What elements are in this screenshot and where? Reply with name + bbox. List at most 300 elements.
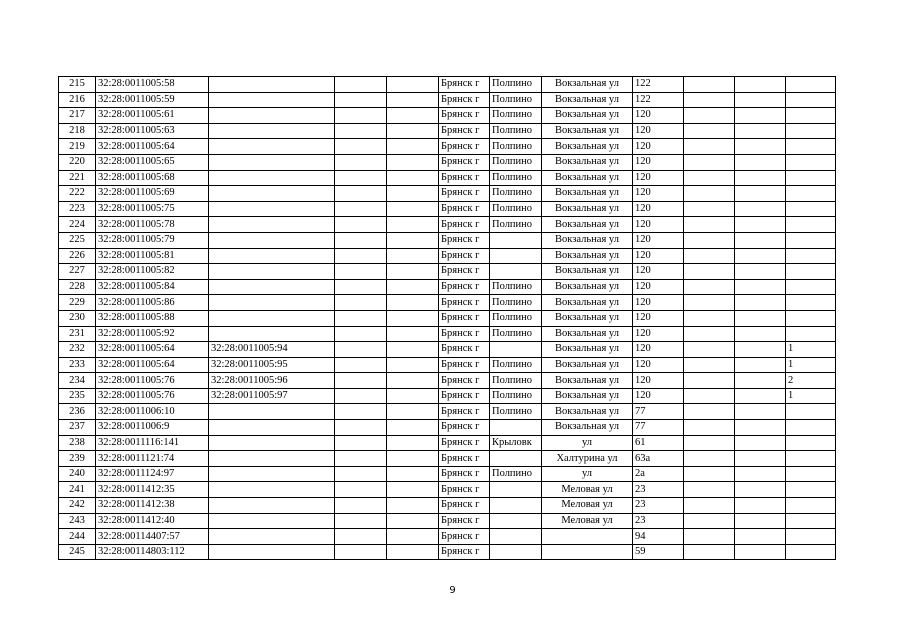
- cell-street: Вокзальная ул: [542, 248, 633, 264]
- cell-city: Брянск г: [439, 123, 490, 139]
- cell-city: Брянск г: [439, 248, 490, 264]
- cell-col-5: [387, 529, 439, 545]
- cell-cadastral-number: 32:28:00114803:112: [96, 544, 209, 560]
- cell-street: Вокзальная ул: [542, 232, 633, 248]
- table-row: [59, 466, 836, 482]
- cell-cadastral-number: 32:28:0011005:76: [96, 388, 209, 404]
- cell-locality: [490, 529, 542, 545]
- cell-cadastral-number: 32:28:00114407:57: [96, 529, 209, 545]
- cell-house-number: 120: [633, 342, 684, 358]
- cell-linked-cadastral-number: [209, 92, 335, 108]
- cell-col-5: [387, 373, 439, 389]
- cell-count: [786, 435, 836, 451]
- cell-col-11: [735, 92, 786, 108]
- cell-house-number: 120: [633, 310, 684, 326]
- cell-street: [542, 544, 633, 560]
- cell-linked-cadastral-number: [209, 186, 335, 202]
- cell-col-11: [735, 466, 786, 482]
- cell-col-4: [335, 232, 387, 248]
- cell-col-4: [335, 295, 387, 311]
- cell-linked-cadastral-number: [209, 154, 335, 170]
- cell-locality: [490, 544, 542, 560]
- cell-count: [786, 466, 836, 482]
- cell-col-11: [735, 154, 786, 170]
- cell-count: 1: [786, 388, 836, 404]
- cell-house-number: 120: [633, 170, 684, 186]
- cell-row-number: 219: [59, 139, 96, 155]
- cell-count: 1: [786, 342, 836, 358]
- cell-cadastral-number: 32:28:0011005:86: [96, 295, 209, 311]
- cell-col-5: [387, 92, 439, 108]
- cell-city: Брянск г: [439, 342, 490, 358]
- cell-count: [786, 232, 836, 248]
- cell-row-number: 238: [59, 435, 96, 451]
- cell-col-4: [335, 139, 387, 155]
- cell-street: Вокзальная ул: [542, 295, 633, 311]
- cell-col-10: [684, 466, 735, 482]
- cell-cadastral-number: 32:28:0011005:58: [96, 77, 209, 93]
- table-row: [59, 310, 836, 326]
- cell-house-number: 77: [633, 420, 684, 436]
- cell-house-number: 120: [633, 357, 684, 373]
- cell-locality: Полпино: [490, 77, 542, 93]
- cell-city: Брянск г: [439, 420, 490, 436]
- cell-linked-cadastral-number: [209, 544, 335, 560]
- cell-count: 2: [786, 373, 836, 389]
- cell-col-4: [335, 357, 387, 373]
- table-row: [59, 388, 836, 404]
- cell-col-10: [684, 186, 735, 202]
- table-row: [59, 77, 836, 93]
- cell-linked-cadastral-number: [209, 529, 335, 545]
- cell-street: Вокзальная ул: [542, 139, 633, 155]
- table-row: [59, 232, 836, 248]
- cell-linked-cadastral-number: [209, 77, 335, 93]
- cell-city: Брянск г: [439, 295, 490, 311]
- cell-locality: [490, 482, 542, 498]
- cell-locality: Полпино: [490, 108, 542, 124]
- cell-col-10: [684, 154, 735, 170]
- registry-table: [58, 76, 836, 560]
- cell-city: Брянск г: [439, 388, 490, 404]
- cell-col-11: [735, 404, 786, 420]
- cell-col-5: [387, 77, 439, 93]
- cell-linked-cadastral-number: [209, 310, 335, 326]
- cell-house-number: 122: [633, 92, 684, 108]
- cell-count: [786, 529, 836, 545]
- cell-street: [542, 529, 633, 545]
- cell-city: Брянск г: [439, 217, 490, 233]
- cell-house-number: 77: [633, 404, 684, 420]
- cell-col-4: [335, 513, 387, 529]
- cell-house-number: 94: [633, 529, 684, 545]
- cell-locality: Полпино: [490, 123, 542, 139]
- cell-col-5: [387, 186, 439, 202]
- cell-street: Вокзальная ул: [542, 388, 633, 404]
- cell-col-10: [684, 279, 735, 295]
- cell-col-4: [335, 170, 387, 186]
- cell-house-number: 120: [633, 264, 684, 280]
- cell-row-number: 241: [59, 482, 96, 498]
- cell-col-11: [735, 451, 786, 467]
- cell-locality: Полпино: [490, 92, 542, 108]
- cell-col-11: [735, 108, 786, 124]
- cell-row-number: 244: [59, 529, 96, 545]
- cell-locality: [490, 248, 542, 264]
- table-row: [59, 451, 836, 467]
- cell-col-4: [335, 373, 387, 389]
- cell-count: [786, 92, 836, 108]
- cell-row-number: 243: [59, 513, 96, 529]
- cell-count: [786, 513, 836, 529]
- cell-count: 1: [786, 357, 836, 373]
- cell-col-11: [735, 139, 786, 155]
- cell-col-10: [684, 170, 735, 186]
- cell-city: Брянск г: [439, 466, 490, 482]
- cell-street: Вокзальная ул: [542, 279, 633, 295]
- cell-city: Брянск г: [439, 326, 490, 342]
- cell-col-4: [335, 123, 387, 139]
- cell-street: Вокзальная ул: [542, 123, 633, 139]
- cell-col-10: [684, 217, 735, 233]
- cell-street: Вокзальная ул: [542, 310, 633, 326]
- cell-street: Вокзальная ул: [542, 108, 633, 124]
- cell-col-11: [735, 186, 786, 202]
- cell-linked-cadastral-number: [209, 201, 335, 217]
- cell-col-10: [684, 77, 735, 93]
- cell-city: Брянск г: [439, 373, 490, 389]
- cell-cadastral-number: 32:28:0011005:92: [96, 326, 209, 342]
- cell-row-number: 236: [59, 404, 96, 420]
- cell-linked-cadastral-number: [209, 482, 335, 498]
- table-row: [59, 186, 836, 202]
- cell-col-11: [735, 544, 786, 560]
- cell-street: Меловая ул: [542, 498, 633, 514]
- cell-city: Брянск г: [439, 186, 490, 202]
- cell-count: [786, 123, 836, 139]
- cell-col-5: [387, 201, 439, 217]
- cell-row-number: 233: [59, 357, 96, 373]
- cell-locality: Полпино: [490, 466, 542, 482]
- cell-locality: Полпино: [490, 154, 542, 170]
- cell-cadastral-number: 32:28:0011005:84: [96, 279, 209, 295]
- table-row: [59, 295, 836, 311]
- cell-col-4: [335, 529, 387, 545]
- cell-city: Брянск г: [439, 482, 490, 498]
- cell-linked-cadastral-number: [209, 170, 335, 186]
- cell-locality: [490, 498, 542, 514]
- cell-row-number: 224: [59, 217, 96, 233]
- cell-city: Брянск г: [439, 279, 490, 295]
- cell-col-10: [684, 108, 735, 124]
- cell-house-number: 120: [633, 108, 684, 124]
- cell-count: [786, 217, 836, 233]
- cell-count: [786, 186, 836, 202]
- cell-col-11: [735, 248, 786, 264]
- cell-house-number: 120: [633, 279, 684, 295]
- cell-col-4: [335, 201, 387, 217]
- table-row: [59, 513, 836, 529]
- cell-count: [786, 498, 836, 514]
- cell-col-10: [684, 357, 735, 373]
- cell-locality: Полпино: [490, 279, 542, 295]
- table-row: [59, 279, 836, 295]
- cell-row-number: 237: [59, 420, 96, 436]
- cell-city: Брянск г: [439, 544, 490, 560]
- cell-row-number: 220: [59, 154, 96, 170]
- cell-city: Брянск г: [439, 310, 490, 326]
- cell-city: Брянск г: [439, 201, 490, 217]
- cell-col-5: [387, 342, 439, 358]
- cell-col-4: [335, 77, 387, 93]
- cell-house-number: 120: [633, 186, 684, 202]
- cell-col-5: [387, 295, 439, 311]
- table-row: [59, 123, 836, 139]
- cell-cadastral-number: 32:28:0011005:63: [96, 123, 209, 139]
- cell-col-5: [387, 326, 439, 342]
- cell-col-10: [684, 232, 735, 248]
- cell-linked-cadastral-number: 32:28:0011005:94: [209, 342, 335, 358]
- cell-col-11: [735, 498, 786, 514]
- cell-locality: [490, 420, 542, 436]
- cell-row-number: 227: [59, 264, 96, 280]
- cell-col-10: [684, 373, 735, 389]
- cell-row-number: 234: [59, 373, 96, 389]
- cell-house-number: 63а: [633, 451, 684, 467]
- cell-count: [786, 404, 836, 420]
- cell-col-5: [387, 404, 439, 420]
- cell-row-number: 216: [59, 92, 96, 108]
- cell-col-10: [684, 388, 735, 404]
- cell-locality: [490, 451, 542, 467]
- cell-city: Брянск г: [439, 139, 490, 155]
- cell-locality: Полпино: [490, 357, 542, 373]
- cell-col-11: [735, 482, 786, 498]
- table-row: [59, 435, 836, 451]
- cell-locality: [490, 513, 542, 529]
- cell-city: Брянск г: [439, 170, 490, 186]
- table-row: [59, 373, 836, 389]
- cell-linked-cadastral-number: [209, 295, 335, 311]
- table-row: [59, 92, 836, 108]
- cell-locality: Крыловк: [490, 435, 542, 451]
- cell-col-11: [735, 279, 786, 295]
- cell-col-5: [387, 435, 439, 451]
- cell-house-number: 120: [633, 123, 684, 139]
- cell-row-number: 229: [59, 295, 96, 311]
- cell-street: Вокзальная ул: [542, 201, 633, 217]
- cell-col-5: [387, 420, 439, 436]
- cell-cadastral-number: 32:28:0011005:76: [96, 373, 209, 389]
- cell-col-11: [735, 529, 786, 545]
- table-row: [59, 404, 836, 420]
- cell-locality: Полпино: [490, 326, 542, 342]
- cell-col-4: [335, 498, 387, 514]
- cell-count: [786, 139, 836, 155]
- cell-col-10: [684, 498, 735, 514]
- cell-row-number: 225: [59, 232, 96, 248]
- cell-col-5: [387, 248, 439, 264]
- cell-locality: [490, 342, 542, 358]
- cell-col-4: [335, 217, 387, 233]
- cell-col-10: [684, 529, 735, 545]
- cell-cadastral-number: 32:28:0011121:74: [96, 451, 209, 467]
- cell-row-number: 231: [59, 326, 96, 342]
- cell-col-5: [387, 123, 439, 139]
- cell-col-5: [387, 310, 439, 326]
- cell-city: Брянск г: [439, 498, 490, 514]
- cell-linked-cadastral-number: [209, 466, 335, 482]
- cell-street: ул: [542, 435, 633, 451]
- cell-linked-cadastral-number: 32:28:0011005:96: [209, 373, 335, 389]
- cell-street: Вокзальная ул: [542, 186, 633, 202]
- cell-col-11: [735, 326, 786, 342]
- cell-cadastral-number: 32:28:0011006:10: [96, 404, 209, 420]
- cell-street: Вокзальная ул: [542, 170, 633, 186]
- cell-col-4: [335, 264, 387, 280]
- cell-col-5: [387, 232, 439, 248]
- cell-col-5: [387, 108, 439, 124]
- cell-col-11: [735, 264, 786, 280]
- cell-col-4: [335, 279, 387, 295]
- cell-col-4: [335, 92, 387, 108]
- cell-row-number: 223: [59, 201, 96, 217]
- cell-house-number: 120: [633, 295, 684, 311]
- cell-col-10: [684, 326, 735, 342]
- cell-linked-cadastral-number: [209, 498, 335, 514]
- cell-col-5: [387, 498, 439, 514]
- cell-col-4: [335, 420, 387, 436]
- cell-col-4: [335, 186, 387, 202]
- cell-house-number: 120: [633, 201, 684, 217]
- cell-street: Меловая ул: [542, 482, 633, 498]
- cell-count: [786, 108, 836, 124]
- table-row: [59, 498, 836, 514]
- cell-cadastral-number: 32:28:0011005:68: [96, 170, 209, 186]
- cell-linked-cadastral-number: [209, 217, 335, 233]
- cell-locality: Полпино: [490, 310, 542, 326]
- cell-count: [786, 201, 836, 217]
- cell-col-4: [335, 310, 387, 326]
- cell-linked-cadastral-number: [209, 451, 335, 467]
- cell-col-11: [735, 295, 786, 311]
- cell-linked-cadastral-number: [209, 123, 335, 139]
- cell-col-11: [735, 435, 786, 451]
- table-row: [59, 108, 836, 124]
- cell-col-5: [387, 154, 439, 170]
- cell-col-11: [735, 388, 786, 404]
- cell-col-11: [735, 310, 786, 326]
- table-row: [59, 201, 836, 217]
- cell-street: Вокзальная ул: [542, 373, 633, 389]
- cell-linked-cadastral-number: [209, 404, 335, 420]
- cell-cadastral-number: 32:28:0011006:9: [96, 420, 209, 436]
- cell-house-number: 120: [633, 373, 684, 389]
- cell-col-11: [735, 373, 786, 389]
- cell-col-5: [387, 388, 439, 404]
- cell-row-number: 222: [59, 186, 96, 202]
- cell-city: Брянск г: [439, 154, 490, 170]
- cell-house-number: 61: [633, 435, 684, 451]
- cell-linked-cadastral-number: [209, 279, 335, 295]
- cell-city: Брянск г: [439, 357, 490, 373]
- cell-count: [786, 264, 836, 280]
- cell-row-number: 235: [59, 388, 96, 404]
- cell-col-11: [735, 420, 786, 436]
- cell-linked-cadastral-number: [209, 248, 335, 264]
- cell-col-5: [387, 482, 439, 498]
- cell-cadastral-number: 32:28:0011005:64: [96, 139, 209, 155]
- table-row: [59, 264, 836, 280]
- cell-cadastral-number: 32:28:0011412:38: [96, 498, 209, 514]
- cell-col-10: [684, 420, 735, 436]
- cell-house-number: 120: [633, 248, 684, 264]
- cell-city: Брянск г: [439, 529, 490, 545]
- cell-col-4: [335, 342, 387, 358]
- cell-street: Вокзальная ул: [542, 326, 633, 342]
- cell-col-10: [684, 513, 735, 529]
- table-row: [59, 326, 836, 342]
- cell-house-number: 120: [633, 139, 684, 155]
- cell-col-10: [684, 139, 735, 155]
- cell-col-4: [335, 248, 387, 264]
- cell-col-11: [735, 357, 786, 373]
- cell-locality: Полпино: [490, 295, 542, 311]
- cell-locality: Полпино: [490, 404, 542, 420]
- cell-house-number: 120: [633, 388, 684, 404]
- cell-col-10: [684, 342, 735, 358]
- cell-cadastral-number: 32:28:0011116:141: [96, 435, 209, 451]
- cell-city: Брянск г: [439, 77, 490, 93]
- cell-row-number: 240: [59, 466, 96, 482]
- cell-city: Брянск г: [439, 232, 490, 248]
- cell-col-10: [684, 201, 735, 217]
- cell-street: Вокзальная ул: [542, 342, 633, 358]
- cell-col-11: [735, 342, 786, 358]
- cell-col-4: [335, 326, 387, 342]
- cell-linked-cadastral-number: [209, 513, 335, 529]
- cell-count: [786, 279, 836, 295]
- cell-count: [786, 310, 836, 326]
- table-row: [59, 529, 836, 545]
- cell-col-5: [387, 513, 439, 529]
- cell-count: [786, 544, 836, 560]
- cell-row-number: 228: [59, 279, 96, 295]
- cell-linked-cadastral-number: [209, 108, 335, 124]
- cell-col-4: [335, 154, 387, 170]
- cell-house-number: 120: [633, 154, 684, 170]
- cell-col-5: [387, 451, 439, 467]
- cell-col-4: [335, 451, 387, 467]
- cell-cadastral-number: 32:28:0011005:69: [96, 186, 209, 202]
- cell-col-10: [684, 451, 735, 467]
- cell-locality: Полпино: [490, 201, 542, 217]
- cell-row-number: 217: [59, 108, 96, 124]
- cell-col-11: [735, 232, 786, 248]
- cell-col-5: [387, 170, 439, 186]
- cell-city: Брянск г: [439, 435, 490, 451]
- cell-street: Меловая ул: [542, 513, 633, 529]
- table-row: [59, 154, 836, 170]
- cell-locality: Полпино: [490, 186, 542, 202]
- cell-col-4: [335, 482, 387, 498]
- cell-row-number: 226: [59, 248, 96, 264]
- cell-col-11: [735, 513, 786, 529]
- cell-count: [786, 248, 836, 264]
- page-number: 9: [449, 585, 456, 596]
- cell-linked-cadastral-number: [209, 232, 335, 248]
- cell-cadastral-number: 32:28:0011005:61: [96, 108, 209, 124]
